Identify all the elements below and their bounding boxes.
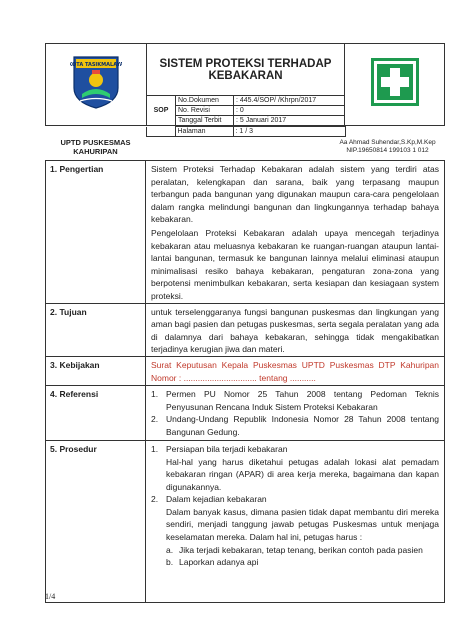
reference-text: Undang-Undang Republik Indonesia Nomor 28 Tahun 2008 tentang Bangunan Gedung.: [166, 414, 439, 437]
page-number: 1/4: [45, 592, 56, 601]
section-label: 5. Prosedur: [46, 440, 146, 602]
sop-body-table: [45, 160, 445, 603]
pengertian-paragraph: Pengelolaan Proteksi Kebakaran adalah upaya mencegah terjadinya kebakaran atau meluasnya kebakaran ke ruangan-ruangan ataupun lantai-lantai bangunan, termasuk ke bangunan lainnya melalui eliminasi ataupun minimalisasi resiko bahaya kebakaran, pengaturan zona-zona yang berpotensi menimbulkan kebakaran, serta kesiapan dan kesiagaan system proteksi.: [151, 227, 439, 301]
list-item: 2. Undang-Undang Republik Indonesia Nomor 28 Tahun 2008 tentang Bangunan Gedung.: [151, 414, 439, 437]
meta-key: No. Revisi: [176, 106, 234, 116]
signer-name: Aa Ahmad Suhendar,S.Kp,M.Kep: [339, 139, 436, 146]
list-item: b. Laporkan adanya api: [166, 557, 259, 568]
sop-label: SOP: [147, 96, 176, 126]
reference-text: Permen PU Nomor 25 Tahun 2008 tentang Pedoman Teknis Penyusunan Rencana Induk Sistem Proteksi Kebakaran: [166, 388, 439, 412]
meta-key: No.Dokumen: [176, 96, 234, 106]
section-content: [146, 161, 445, 304]
meta-key: Tanggal Terbit: [176, 116, 234, 126]
section-label: 3. Kebijakan: [46, 356, 146, 385]
svg-text:KOTA TASIKMALAYA: KOTA TASIKMALAYA: [70, 62, 122, 68]
list-item: 1. Permen PU Nomor 25 Tahun 2008 tentang Pedoman Teknis Penyusunan Rencana Induk Sistem Proteksi Kebakaran: [151, 388, 439, 412]
signer-nip: NIP.19650814 199103 1 012: [346, 147, 429, 154]
meta-value: : 1 / 3: [233, 127, 345, 137]
puskesmas-logo-icon: [370, 57, 420, 107]
sop-header: [45, 43, 445, 126]
meta-value: : 0: [234, 106, 345, 116]
pengertian-paragraph: Sistem Proteksi Terhadap Kebakaran adalah sistem yang terdiri atas peralatan, kelengkapan dan sarana, baik yang terpasang maupun terbangun pada bangunan yang digunakan maupun cara-cara pengelolaan dalam rangka melindungi bangunan dan lingkungannya terhadap bahaya kebakaran.: [151, 164, 439, 225]
section-content: [146, 440, 445, 602]
section-content: [146, 385, 445, 440]
section-label: 2. Tujuan: [46, 303, 146, 356]
section-label: 4. Referensi: [46, 385, 146, 440]
procedure-step-title: 1. Persiapan bila terjadi kebakaran: [151, 443, 288, 454]
city-logo-cell: [46, 44, 147, 126]
procedure-step-text: Dalam banyak kasus, dimana pasien tidak dapat membantu diri mereka sendiri, menjadi tanggung jawab petugas Puskesmas untuk menjaga keselamatan mereka. Dalam hal ini, petugas harus :: [166, 506, 439, 543]
sop-header-bottom: [45, 126, 445, 137]
signer-block: [325, 139, 450, 155]
tujuan-text: untuk terselenggaranya fungsi bangunan puskesmas dan lingkungan yang aman bagi pasien dan petugas puskesmas, serta segala peralatan yang ada di dalamnya dari bahaya kebakaran, sehingga tidak mengakibatkan terjadinya kerugian jiwa dan materi.: [146, 303, 445, 356]
document-title: SISTEM PROTEKSI TERHADAP KEBAKARAN: [147, 44, 345, 96]
list-item: a. Jika terjadi kebakaran, tetap tenang, berikan contoh pada pasien: [166, 544, 423, 555]
meta-value: : 445.4/SOP/ /Khrpn/2017: [234, 96, 345, 106]
meta-value: : 5 Januari 2017: [234, 116, 345, 126]
kebijakan-text: Surat Keputusan Kepala Puskesmas UPTD Puskesmas DTP Kahuripan Nomor : ............................... tentang ...........: [146, 356, 445, 385]
org-name: UPTD PUSKESMAS KAHURIPAN: [60, 138, 131, 156]
meta-key: Halaman: [175, 127, 233, 137]
procedure-step-text: Hal-hal yang harus diketahui petugas adalah lokasi alat pemadam kebakaran ringan (APAR) di area kerja mereka, bagaimana dan kapan digunakannya.: [166, 456, 439, 492]
procedure-step-title: 2. Dalam kejadian kebakaran: [151, 494, 267, 505]
section-label: 1. Pengertian: [46, 161, 146, 304]
city-emblem-icon: [70, 54, 122, 110]
health-logo-cell: [345, 44, 445, 126]
